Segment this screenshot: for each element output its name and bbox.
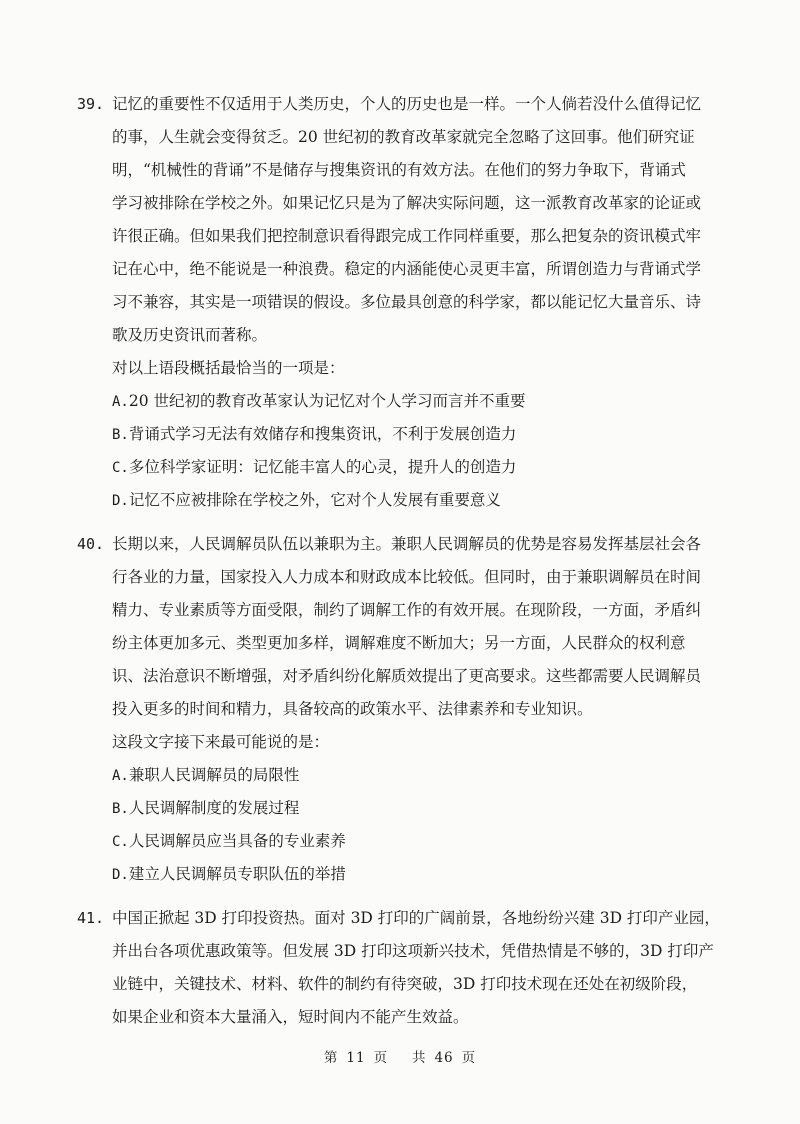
question-text-line: 40. 长期以来，人民调解员队伍以兼职为主。兼职人民调解员的优势是容易发挥基层社会各	[77, 528, 727, 561]
total-label: 共	[411, 1050, 427, 1066]
question-text-line: 习不兼容，其实是一项错误的假设。多位最具创意的科学家，都以能记忆大量音乐、诗	[112, 293, 702, 311]
question-text-line: 记在心中，绝不能说是一种浪费。稳定的内涵能使心灵更丰富，所谓创造力与背诵式学	[112, 260, 702, 278]
answer-option-d[interactable]	[77, 484, 727, 517]
question-text-line: 如果企业和资本大量涌入，短时间内不能产生效益。	[112, 1008, 469, 1026]
question-text-line: 41. 中国正掀起 3D 打印投资热。面对 3D 打印的广阔前景，各地纷纷兴建 3D 打印产业园，	[77, 902, 727, 935]
question-text-line: 识、法治意识不断增强，对矛盾纠纷化解质效提出了更高要求。这些都需要人民调解员	[112, 667, 702, 685]
page-label: 第	[323, 1050, 339, 1066]
question-number: 41.	[77, 909, 105, 927]
option-letter: B.	[112, 801, 129, 817]
answer-option-a[interactable]	[77, 385, 727, 418]
question-text-line: 并出台各项优惠政策等。但发展 3D 打印这项新兴技术，凭借热情是不够的，3D 打印产	[112, 942, 714, 960]
option-letter: C.	[112, 460, 129, 476]
question-text-line: 歌及历史资讯而著称。	[112, 326, 268, 344]
answer-option-b[interactable]	[77, 792, 727, 825]
option-text: 20 世纪初的教育改革家认为记忆对个人学习而言并不重要	[128, 392, 526, 410]
question-text-line: 学习被排除在学校之外。如果记忆只是为了解决实际问题，这一派教育改革家的论证或	[112, 194, 702, 212]
total-unit: 页	[461, 1050, 477, 1066]
option-text: 人民调解制度的发展过程	[128, 799, 300, 817]
page-number: 11	[346, 1050, 366, 1066]
total-pages: 46	[434, 1050, 454, 1066]
question-40	[77, 528, 727, 891]
question-text-line: 精力、专业素质等方面受限，制约了调解工作的有效开展。在现阶段，一方面，矛盾纠	[112, 601, 702, 619]
option-text: 人民调解员应当具备的专业素养	[128, 832, 346, 850]
page-unit: 页	[373, 1050, 389, 1066]
answer-option-b[interactable]	[77, 418, 727, 451]
option-letter: D.	[112, 867, 129, 883]
answer-option-c[interactable]	[77, 825, 727, 858]
question-text-line: 投入更多的时间和精力，具备较高的政策水平、法律素养和专业知识。	[112, 700, 593, 718]
option-text: 建立人民调解员专职队伍的举措	[128, 865, 346, 883]
question-41	[77, 902, 727, 1034]
question-39	[77, 88, 727, 517]
question-text-line: 明，“机械性的背诵”不是储存与搜集资讯的有效方法。在他们的努力争取下，背诵式	[112, 161, 686, 179]
option-letter: A.	[112, 768, 129, 784]
option-letter: D.	[112, 493, 129, 509]
question-number: 39.	[77, 95, 105, 113]
option-letter: A.	[112, 394, 129, 410]
option-text: 兼职人民调解员的局限性	[128, 766, 300, 784]
question-text-line: 的事，人生就会变得贫乏。20 世纪初的教育改革家就完全忽略了这回事。他们研究证	[112, 128, 695, 146]
question-text-line: 许很正确。但如果我们把控制意识看得跟完成工作同样重要，那么把复杂的资讯模式牢	[112, 227, 702, 245]
option-letter: C.	[112, 834, 129, 850]
question-text-line: 行各业的力量，国家投入人力成本和财政成本比较低。但同时，由于兼职调解员在时间	[112, 568, 702, 586]
question-text-line: 业链中，关键技术、材料、软件的制约有待突破，3D 打印技术现在还处在初级阶段，	[112, 975, 698, 993]
question-prompt: 对以上语段概括最恰当的一项是：	[112, 359, 345, 377]
question-number: 40.	[77, 535, 105, 553]
answer-option-d[interactable]	[77, 858, 727, 891]
option-text: 多位科学家证明：记忆能丰富人的心灵，提升人的创造力	[128, 458, 517, 476]
question-text-line: 39. 记忆的重要性不仅适用于人类历史，个人的历史也是一样。一个人倘若没什么值得记忆	[77, 88, 727, 121]
question-prompt: 这段文字接下来最可能说的是：	[112, 733, 330, 751]
option-text: 记忆不应被排除在学校之外，它对个人发展有重要意义	[128, 491, 501, 509]
answer-option-c[interactable]	[77, 451, 727, 484]
question-text-line: 纷主体更加多元、类型更加多样，调解难度不断加大；另一方面，人民群众的权利意	[112, 634, 686, 652]
answer-option-a[interactable]	[77, 759, 727, 792]
option-letter: B.	[112, 427, 129, 443]
page-footer	[0, 1046, 800, 1066]
option-text: 背诵式学习无法有效储存和搜集资讯，不利于发展创造力	[128, 425, 517, 443]
